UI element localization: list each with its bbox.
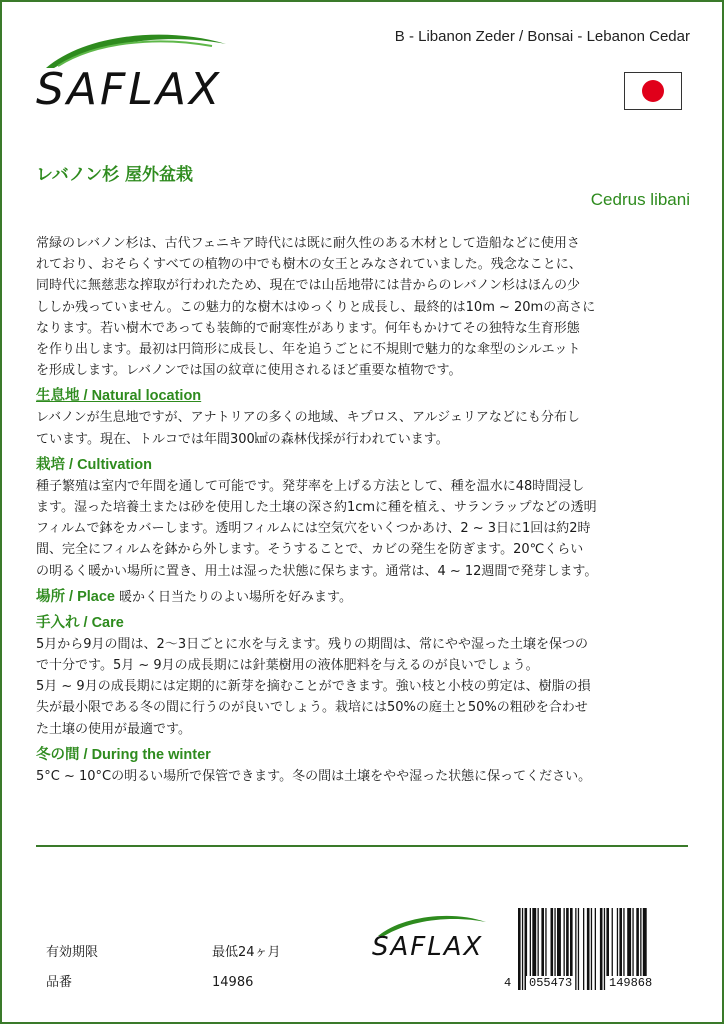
expiry-row bbox=[46, 938, 281, 968]
footer-divider bbox=[36, 845, 688, 847]
intro-line: れており、おそらくすべての植物の中でも樹木の女王とみなされていました。残念なことに、 bbox=[36, 257, 582, 273]
product-line: B - Libanon Zeder / Bonsai - Lebanon Cedar bbox=[394, 28, 690, 45]
heading-natural-location: 生息地 / Natural location bbox=[36, 388, 202, 405]
section-place bbox=[36, 586, 688, 608]
barcode-right-group: 149868 bbox=[606, 976, 655, 990]
care-line: 5月から9月の間は、2〜3日ごとに水を与えます。残りの期間は、常にやや湿った土壌を保つの bbox=[36, 636, 589, 652]
cultivation-line: ます。湿った培養土または砂を使用した土壌の深さ約1cmに種を植え、サランラップなどの透明 bbox=[36, 500, 597, 516]
product-meta bbox=[46, 938, 281, 998]
title-japanese: レバノン杉 屋外盆栽 bbox=[36, 165, 194, 185]
logo-wordmark: SAFLAX bbox=[36, 64, 223, 115]
item-value: 14986 bbox=[212, 975, 254, 990]
heading-winter: 冬の間 / During the winter bbox=[36, 746, 211, 763]
care-line: 5月 ~ 9月の成長期には定期的に新芽を摘むことができます。強い枝と小枝の剪定は、樹脂の損 bbox=[36, 679, 591, 695]
natural-location-line: レバノンが生息地ですが、アナトリアの多くの地域、キプロス、アルジェリアなどにも分布し bbox=[36, 410, 580, 426]
item-label: 品番 bbox=[46, 975, 73, 990]
cultivation-line: の明るく暖かい場所に置き、用土は湿った状態に保ちます。通常は、4 ~ 12週間で発芽します。 bbox=[36, 563, 598, 579]
heading-place: 場所 / Place bbox=[36, 588, 115, 605]
item-row bbox=[46, 968, 281, 998]
saflax-logo bbox=[36, 28, 236, 128]
cultivation-line: 種子繁殖は室内で年間を通して可能です。発芽率を上げる方法として、種を温水に48時間浸し bbox=[36, 478, 585, 494]
flag-sun-icon bbox=[642, 80, 664, 102]
intro-line: 常緑のレバノン杉は、古代フェニキア時代には既に耐久性のある木材として造船などに使用さ bbox=[36, 236, 580, 251]
intro-line: を形成します。レバノンでは国の紋章に使用されるほど重要な植物です。 bbox=[36, 363, 462, 379]
heading-care: 手入れ / Care bbox=[36, 614, 124, 631]
saflax-logo-small bbox=[372, 912, 492, 972]
barcode-left-group: 055473 bbox=[526, 976, 575, 990]
intro-paragraph bbox=[36, 233, 688, 381]
intro-line: 同時代に無慈悲な搾取が行われたため、現在では山岳地帯には昔からのレバノン杉はほんの少 bbox=[36, 278, 581, 294]
intro-line: を作り出します。最初は円筒形に成長し、年を追うごとに不規則で魅力的な傘型のシルエット bbox=[36, 342, 581, 358]
care-line: 失が最小限である冬の間に行うのが良いでしょう。栽培には50%の庭土と50%の粗砂を合わせ bbox=[36, 700, 588, 716]
barcode-first-digit: 4 bbox=[504, 976, 512, 990]
intro-line: ししか残っていません。この魅力的な樹木はゆっくりと成長し、最終的は10m ~ 20mの高さに bbox=[36, 299, 596, 315]
winter-line: 5°C ~ 10°Cの明るい場所で保管できます。冬の間は土壌をやや湿った状態に保ってください。 bbox=[36, 768, 592, 784]
cultivation-line: 間、完全にフィルムを鉢から外します。そうすることで、カビの発生を防ぎます。20℃くらい bbox=[36, 542, 584, 558]
natural-location-line: ています。現在、トルコでは年間300㎢の森林伐採が行われています。 bbox=[36, 431, 449, 447]
japan-flag-icon bbox=[624, 72, 682, 110]
intro-line: なります。若い樹木であっても装飾的で耐寒性があります。何年もかけてその独特な生育形態 bbox=[36, 320, 580, 336]
care-line: で十分です。5月 ~ 9月の成長期には針葉樹用の液体肥料を与えるのが良いでしょう。 bbox=[36, 658, 539, 674]
heading-cultivation: 栽培 / Cultivation bbox=[36, 456, 152, 473]
title-latin: Cedrus libani bbox=[590, 190, 690, 209]
expiry-value: 最低24ヶ月 bbox=[212, 945, 281, 960]
logo-wordmark-small: SAFLAX bbox=[372, 932, 484, 962]
place-text: 暖かく日当たりのよい場所を好みます。 bbox=[119, 588, 352, 604]
cultivation-line: フィルムで鉢をカバーします。透明フィルムには空気穴をいくつかあけ、2 ~ 3日に1回は約2時 bbox=[36, 521, 591, 537]
care-line: た土壌の使用が最適です。 bbox=[36, 721, 191, 737]
description-body bbox=[36, 233, 688, 787]
expiry-label: 有効期限 bbox=[46, 945, 99, 960]
